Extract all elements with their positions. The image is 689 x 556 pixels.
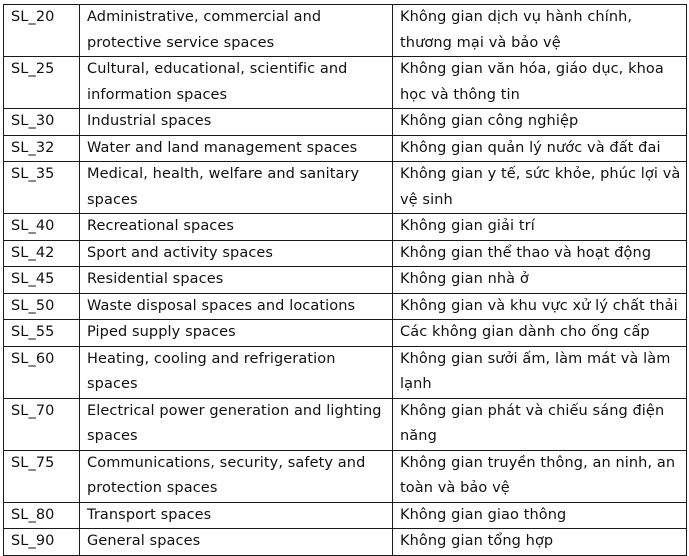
vietnamese-name-cell: Không gian sưởi ấm, làm mát và làm lạnh [393, 346, 687, 398]
code-cell: SL_90 [4, 529, 80, 556]
vietnamese-name-cell: Không gian nhà ở [393, 267, 687, 294]
table-row [4, 529, 687, 556]
english-name-cell: Medical, health, welfare and sanitary spaces [80, 162, 393, 214]
table-row [4, 346, 687, 398]
code-cell: SL_50 [4, 293, 80, 320]
vietnamese-name-cell: Không gian và khu vực xử lý chất thải [393, 293, 687, 320]
vietnamese-name-cell: Không gian tổng hợp [393, 529, 687, 556]
english-name-cell: Water and land management spaces [80, 135, 393, 162]
vietnamese-name-cell: Không gian quản lý nước và đất đai [393, 135, 687, 162]
vietnamese-name-cell: Không gian giải trí [393, 214, 687, 241]
code-cell: SL_30 [4, 109, 80, 136]
table-row [4, 293, 687, 320]
code-cell: SL_35 [4, 162, 80, 214]
space-code-table [3, 4, 687, 556]
english-name-cell: Heating, cooling and refrigeration spaces [80, 346, 393, 398]
english-name-cell: Sport and activity spaces [80, 240, 393, 267]
table-row [4, 5, 687, 57]
vietnamese-name-cell: Không gian dịch vụ hành chính, thương mại và bảo vệ [393, 5, 687, 57]
code-cell: SL_80 [4, 502, 80, 529]
table-row [4, 135, 687, 162]
vietnamese-name-cell: Không gian giao thông [393, 502, 687, 529]
english-name-cell: Recreational spaces [80, 214, 393, 241]
english-name-cell: General spaces [80, 529, 393, 556]
english-name-cell: Electrical power generation and lighting spaces [80, 398, 393, 450]
code-cell: SL_32 [4, 135, 80, 162]
vietnamese-name-cell: Các không gian dành cho ống cấp [393, 320, 687, 347]
vietnamese-name-cell: Không gian thể thao và hoạt động [393, 240, 687, 267]
code-cell: SL_55 [4, 320, 80, 347]
table-row [4, 57, 687, 109]
table-row [4, 162, 687, 214]
english-name-cell: Industrial spaces [80, 109, 393, 136]
vietnamese-name-cell: Không gian văn hóa, giáo dục, khoa học và thông tin [393, 57, 687, 109]
english-name-cell: Waste disposal spaces and locations [80, 293, 393, 320]
english-name-cell: Residential spaces [80, 267, 393, 294]
code-cell: SL_40 [4, 214, 80, 241]
table-row [4, 109, 687, 136]
code-cell: SL_75 [4, 450, 80, 502]
code-cell: SL_25 [4, 57, 80, 109]
table-row [4, 502, 687, 529]
vietnamese-name-cell: Không gian y tế, sức khỏe, phúc lợi và vệ sinh [393, 162, 687, 214]
table-body [4, 5, 687, 556]
code-cell: SL_42 [4, 240, 80, 267]
code-cell: SL_45 [4, 267, 80, 294]
english-name-cell: Transport spaces [80, 502, 393, 529]
table-row [4, 320, 687, 347]
vietnamese-name-cell: Không gian công nghiệp [393, 109, 687, 136]
table-row [4, 267, 687, 294]
english-name-cell: Cultural, educational, scientific and information spaces [80, 57, 393, 109]
code-cell: SL_70 [4, 398, 80, 450]
code-cell: SL_60 [4, 346, 80, 398]
english-name-cell: Communications, security, safety and protection spaces [80, 450, 393, 502]
table-row [4, 240, 687, 267]
vietnamese-name-cell: Không gian truyền thông, an ninh, an toàn và bảo vệ [393, 450, 687, 502]
english-name-cell: Administrative, commercial and protective service spaces [80, 5, 393, 57]
table-row [4, 398, 687, 450]
english-name-cell: Piped supply spaces [80, 320, 393, 347]
table-row [4, 450, 687, 502]
table-row [4, 214, 687, 241]
code-cell: SL_20 [4, 5, 80, 57]
vietnamese-name-cell: Không gian phát và chiếu sáng điện năng [393, 398, 687, 450]
